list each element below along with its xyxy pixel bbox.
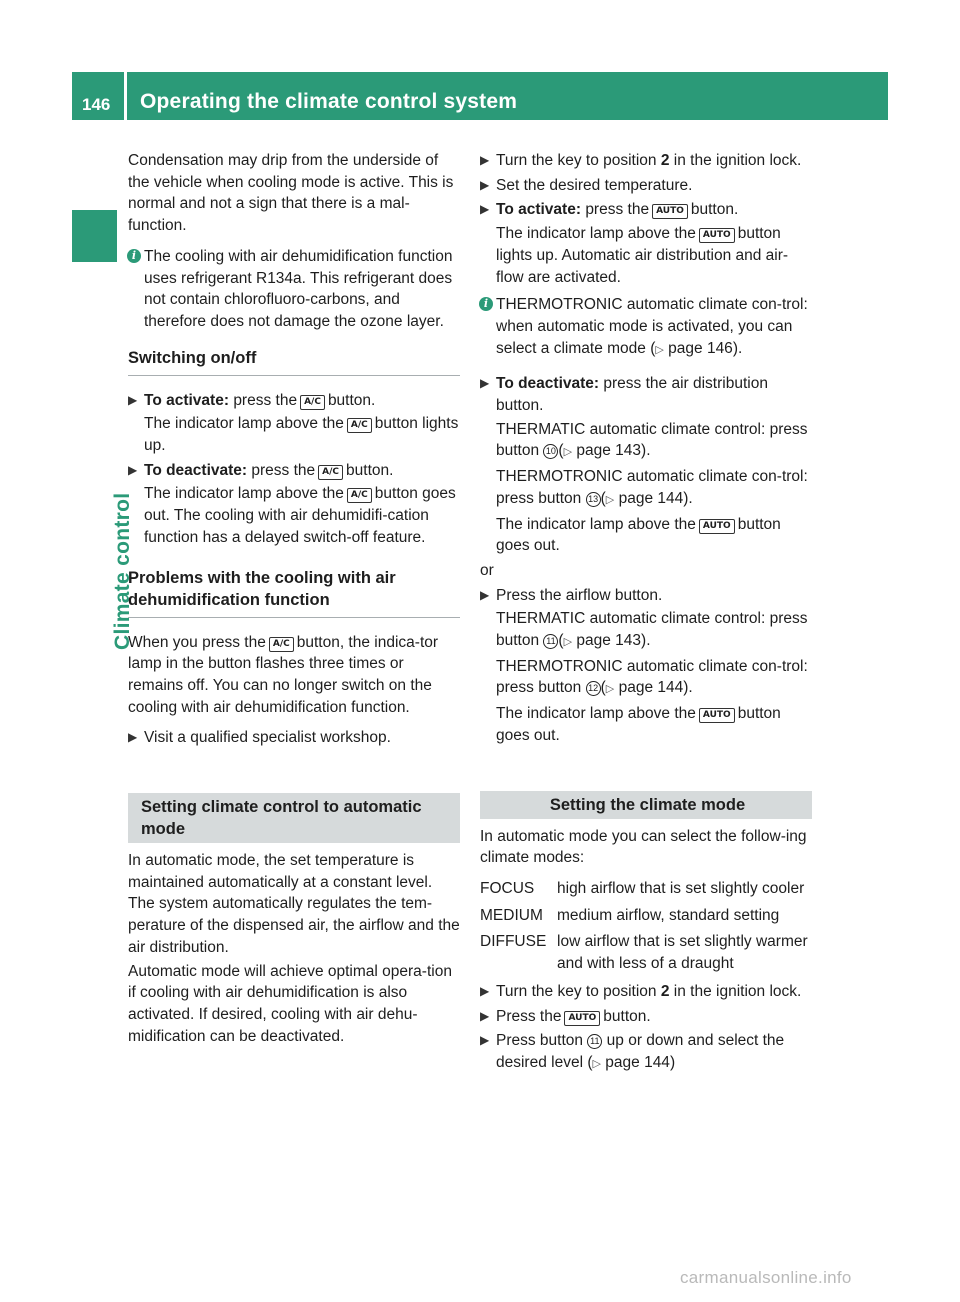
step-activate: ▶ To activate: press the A/C button. The indicator lamp above the A/C button lights up. (128, 391, 459, 455)
watermark: carmanualsonline.info (680, 1268, 852, 1287)
ref-number-icon: 13 (586, 492, 601, 507)
page-title: Operating the climate control system (140, 90, 518, 113)
ac-key-icon: A/C (347, 418, 372, 433)
mode-row: DIFFUSE low airflow that is set slightly warmer and with less of a draught (480, 933, 808, 973)
page-ref-link[interactable]: page 144 (605, 1053, 670, 1071)
header-separator (124, 72, 127, 120)
side-tab (72, 210, 117, 262)
auto-key-icon: AUTO (652, 204, 688, 219)
mode-row: FOCUS high airflow that is set slightly cooler (480, 879, 805, 897)
step-deactivate-auto: ▶ To deactivate: press the air distribution button. THERMATIC automatic climate control: press button 10 (▷ page 143). THERMOTRONIC automatic climate con-trol: press button 13 (▷ page 144). The indicator lamp above the AUTO button goes out. (480, 375, 808, 555)
heading-switching: Switching on/off (128, 347, 460, 376)
ref-number-icon: 11 (543, 634, 558, 649)
info-icon: i (479, 297, 493, 311)
heading-auto: Setting climate control to automatic mode (128, 793, 460, 843)
step-press-auto: ▶ Press the AUTO button. (480, 1006, 812, 1028)
left-column (128, 150, 460, 1056)
arrow-icon: ▶ (480, 1033, 490, 1048)
arrow-icon: ▶ (480, 153, 490, 167)
auto-key-icon: AUTO (699, 708, 735, 723)
auto-text-2: Automatic mode will achieve optimal opera-tion if cooling with air dehumidification is also activated. If desired, cooling with air dehu-midification can be deactivated. (128, 962, 452, 1045)
step-deactivate: ▶ To deactivate: press the A/C button. The indicator lamp above the A/C button goes out. The cooling with air dehumidifi-cation function has a delayed switch-off feature. (128, 461, 456, 546)
mode-row: MEDIUM medium airflow, standard setting (480, 906, 780, 924)
note-refrigerant (128, 246, 460, 333)
ref-number-icon: 11 (587, 1034, 602, 1049)
arrow-icon: ▶ (480, 376, 490, 391)
section-label: Climate control (111, 492, 134, 650)
condensation-text: Condensation may drip from the underside of the vehicle when cooling mode is active. This is normal and not a sign that there is a mal-function. (128, 152, 454, 235)
auto-key-icon: AUTO (699, 228, 735, 243)
step-turn-key: ▶ Turn the key to position 2 in the ignition lock. (480, 150, 812, 172)
ref-number-icon: 12 (586, 681, 601, 696)
page-ref-triangle-icon: ▷ (563, 636, 573, 649)
arrow-icon: ▶ (480, 587, 490, 602)
right-column (480, 150, 812, 1079)
page-number: 146 (82, 95, 111, 114)
info-icon: i (127, 249, 141, 263)
page-ref-triangle-icon: ▷ (655, 343, 664, 356)
arrow-icon: ▶ (480, 177, 490, 192)
arrow-icon: ▶ (128, 462, 138, 477)
step-activate-auto: ▶ To activate: press the AUTO button. The indicator lamp above the AUTO button lights up. Automatic air distribution and air-flow are activated. (480, 201, 789, 286)
auto-text-1: In automatic mode, the set temperature is maintained automatically at a constant level. The system automatically regulates the tem-perature of the dispensed air, the airflow and the air distribution. (128, 852, 460, 956)
arrow-icon: ▶ (480, 983, 490, 998)
page-ref-link[interactable]: page 144 (618, 489, 684, 507)
note-text: The cooling with air dehumidification function uses refrigerant R134a. This refrigerant does not contain chlorofluoro-carbons, and therefore does not damage the ozone layer. (144, 247, 453, 330)
step-visit: ▶ Visit a qualified specialist workshop. (128, 727, 460, 749)
page-ref-triangle-icon: ▷ (563, 446, 573, 459)
arrow-icon: ▶ (480, 202, 490, 217)
ac-key-icon: A/C (300, 395, 325, 410)
page-ref-link[interactable]: page 143 (576, 632, 642, 650)
step-turn-key-2: ▶ Turn the key to position 2 in the ignition lock. (480, 981, 812, 1003)
step-set-temp: ▶ Set the desired temperature. (480, 175, 812, 197)
problems-text: When you press the A/C button, the indica-tor lamp in the button flashes three times or remains off. You can no longer switch on the cooling with air dehumidification function. (128, 633, 439, 716)
arrow-icon: ▶ (480, 1008, 490, 1023)
mode-table (480, 878, 812, 975)
ac-key-icon: A/C (318, 465, 343, 480)
page-ref-triangle-icon: ▷ (605, 493, 615, 506)
page-ref-triangle-icon: ▷ (605, 683, 615, 696)
ac-key-icon: A/C (269, 637, 294, 652)
step-press-button: ▶ Press button 11 up or down and select the desired level (▷ page 144) (480, 1032, 785, 1071)
heading-climate-mode: Setting the climate mode (480, 791, 812, 819)
ref-number-icon: 10 (543, 444, 558, 459)
step-airflow: ▶ Press the airflow button. THERMATIC automatic climate control: press button 11 (▷ page 143). THERMOTRONIC automatic climate con-trol: press button 12 (▷ page 144). The indicator lamp above the AUTO button goes out. (480, 586, 808, 744)
page-ref-link[interactable]: page 144 (618, 679, 684, 697)
page-ref-link[interactable]: page 146 (668, 339, 733, 357)
arrow-icon: ▶ (128, 392, 138, 407)
mode-intro: In automatic mode you can select the follow-ing climate modes: (480, 827, 807, 867)
note-thermotronic: i THERMOTRONIC automatic climate con-trol: when automatic mode is activated, you can select a climate mode (▷ page 146). (480, 294, 812, 361)
heading-problems: Problems with the cooling with air dehumidification function (128, 567, 460, 618)
ac-key-icon: A/C (347, 488, 372, 503)
auto-key-icon: AUTO (564, 1011, 600, 1026)
page-ref-link[interactable]: page 143 (576, 442, 642, 460)
or-text: or (480, 561, 494, 579)
auto-key-icon: AUTO (699, 519, 735, 534)
arrow-icon: ▶ (128, 730, 138, 745)
page-ref-triangle-icon: ▷ (592, 1057, 601, 1070)
